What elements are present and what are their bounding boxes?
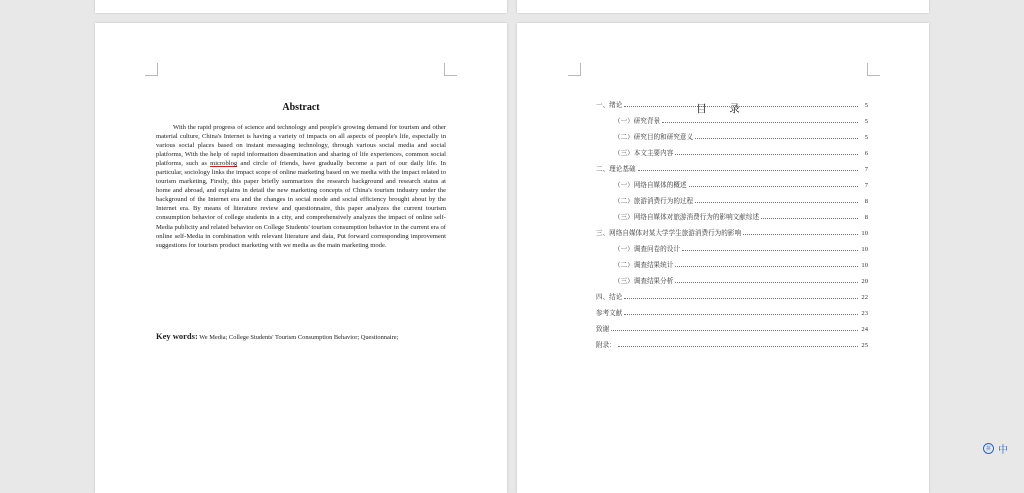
toc-entry-page: 20 (861, 278, 868, 285)
input-method-indicator[interactable] (983, 441, 1008, 456)
misspelled-word: microblog (210, 160, 238, 168)
toc-entry-page: 23 (861, 310, 868, 317)
toc-entry[interactable] (596, 292, 868, 301)
toc-leader (743, 234, 858, 235)
toc-entry-label: （二）调查结果统计 (614, 262, 674, 269)
abstract-text-1: With the rapid progress of science and technology and people's growing demand for tourism and other material culture, China's Internet is having a variety of impacts on all aspects of people's life, especially in various social places based on instant messaging technology, through various social media and social platforms, With the help of rapid information dissemination and sharing of life experiences, common social platforms, such as (156, 124, 446, 168)
toc-entry-page: 5 (864, 134, 868, 141)
toc-entry-page: 10 (861, 230, 868, 237)
toc-entry-page: 25 (861, 342, 868, 349)
language-label: 中 (998, 445, 1008, 456)
toc-entry-label: （三）调查结果分析 (614, 278, 674, 285)
abstract-body (156, 123, 446, 250)
toc-entry-label: （二）研究目的和研究意义 (614, 134, 694, 141)
toc-entry-label: 参考文献 (596, 310, 623, 317)
toc-leader (675, 266, 858, 267)
toc-entry-label: 致谢 (596, 326, 610, 333)
toc-entry-label: 一、绪论 (596, 102, 623, 109)
toc-entry[interactable] (596, 308, 868, 317)
toc-page (517, 23, 929, 493)
abstract-title: Abstract (282, 102, 320, 113)
toc-entry-label: 四、结论 (596, 294, 623, 301)
toc-leader (689, 186, 858, 187)
keywords-label: Key words: (156, 331, 198, 341)
toc-entry-page: 8 (864, 214, 868, 221)
toc-entry-page: 5 (864, 102, 868, 109)
toc-entry[interactable] (614, 244, 868, 253)
toc-entry[interactable] (614, 132, 868, 141)
toc-entry-label: 三、网络自媒体对某大学学生旅游消费行为的影响 (596, 230, 742, 237)
toc-entry[interactable] (614, 212, 868, 221)
toc-leader (695, 202, 858, 203)
toc-entry[interactable] (596, 100, 868, 109)
toc-entry[interactable] (614, 276, 868, 285)
toc-leader (682, 250, 858, 251)
toc-entry-label: （三）本文主要内容 (614, 150, 674, 157)
margin-mark-top-right (444, 63, 457, 76)
prev-page-right (517, 0, 929, 13)
keywords-text: We Media; College Students' Tourism Consumption Behavior; Questionnaire; (199, 334, 399, 341)
abstract-page (95, 23, 507, 493)
toc-leader (695, 138, 858, 139)
toc-entry[interactable] (596, 324, 868, 333)
toc-entry[interactable] (614, 260, 868, 269)
toc-entry-page: 5 (864, 118, 868, 125)
toc-entry[interactable] (614, 180, 868, 189)
toc-entry-label: （一）研究背景 (614, 118, 661, 125)
toc-entry-page: 22 (861, 294, 868, 301)
toc-title: 目 录 (696, 104, 750, 115)
toc-leader (675, 154, 858, 155)
toc-leader (662, 122, 858, 123)
pinyin-icon: 拼 (983, 443, 994, 454)
toc-entry[interactable] (596, 228, 868, 237)
toc-entry-label: （一）网络自媒体的概述 (614, 182, 687, 189)
toc-entry[interactable] (614, 196, 868, 205)
toc-entry-label: （一）调查问卷的设计 (614, 246, 680, 253)
abstract-text-2: and circle of friends, have gradually become a part of our daily life. In particular, sociology links the impact scope of online marketing based on we media with the impact related to tourism marketing, Firstly, this paper briefly summarizes the research background and research status at home and abroad, and explains in detail the new marketing concepts of China's tourism industry under the background of the Internet era and the changes in social mode and social efficiency brought about by the Internet era. By means of literature review and questionnaire, this paper analyzes the current tourism consumption behavior of college students in a city, and comprehensively analyzes the impact of online self-Media publicity and related behavior on College Students' tourism consumption behavior in the current era of online self-Media in combination with relevant literature and data, Put forward corresponding improvement suggestions for tourism product marketing with we media as the main marketing mode. (156, 160, 446, 249)
margin-mark-top-left (145, 63, 158, 76)
toc-entry-page: 10 (861, 262, 868, 269)
toc-entry[interactable] (596, 340, 868, 349)
toc-leader (624, 106, 858, 107)
keywords-line (156, 329, 446, 345)
toc-entry-label: 附录： (596, 342, 616, 349)
toc-entry-label: （二）旅游消费行为的过程 (614, 198, 694, 205)
toc-leader (761, 218, 858, 219)
toc-entry[interactable] (596, 164, 868, 173)
toc-entry[interactable] (614, 148, 868, 157)
margin-mark-top-left (568, 63, 581, 76)
toc-entry-label: 二、理论基础 (596, 166, 636, 173)
toc-leader (624, 298, 858, 299)
toc-entry-page: 7 (864, 166, 868, 173)
toc-leader (638, 170, 858, 171)
toc-entry-page: 7 (864, 182, 868, 189)
prev-page-left (95, 0, 507, 13)
toc-leader (624, 314, 858, 315)
toc-entry-page: 24 (861, 326, 868, 333)
toc-entry[interactable] (614, 116, 868, 125)
toc-entry-label: （三）网络自媒体对旅游消费行为的影响文献综述 (614, 214, 760, 221)
toc-leader (675, 282, 858, 283)
toc-leader (618, 346, 858, 347)
toc-leader (611, 330, 858, 331)
toc-entry-page: 10 (861, 246, 868, 253)
margin-mark-top-right (867, 63, 880, 76)
toc-entry-page: 8 (864, 198, 868, 205)
toc-entry-page: 6 (864, 150, 868, 157)
